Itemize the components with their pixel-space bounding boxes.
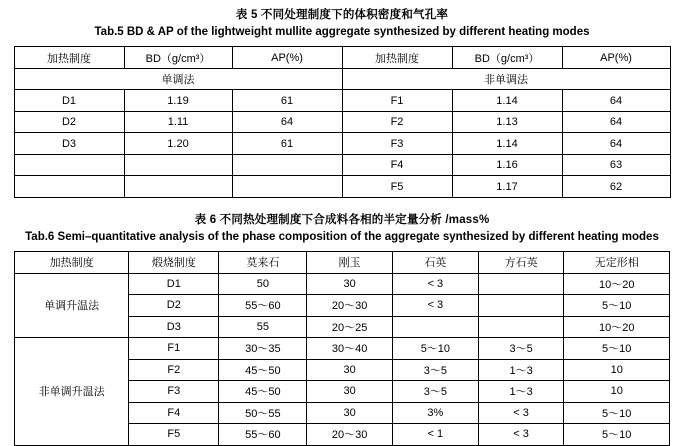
table6-cell: 30～40 [307,338,393,360]
table6-group-b: 非单调升温法 [15,338,129,446]
table5-cell: F1 [342,90,452,112]
table-row [15,338,670,360]
table6-caption-cn: 表 6 不同热处理制度下合成料各相的半定量分析 /mass% [194,213,490,226]
table-row [14,133,670,155]
table6-header-cell: 莫来石 [219,252,307,274]
table5-header-cell: BD（g/cm³） [124,47,232,69]
table5-header-cell: BD（g/cm³） [452,47,562,69]
table6-cell: 30～35 [219,338,307,360]
table6-group-a: 单调升温法 [15,273,129,338]
table6-cell: D1 [129,273,219,295]
table6-header-cell: 刚玉 [307,252,393,274]
table6-cell: 10 [564,381,670,403]
table6-cell: 50 [219,273,307,295]
table5-cell: 1.20 [124,133,232,155]
table5-cell: D2 [14,111,124,133]
table6-cell: 55～60 [219,295,307,317]
table5-cell: 64 [562,133,670,155]
table6-cell: 10～20 [564,273,670,295]
table6-header-cell: 无定形相 [564,252,670,274]
table5-group-left: 单调法 [14,68,342,90]
table5-cell: 61 [232,133,342,155]
table5-cell: 61 [232,90,342,112]
table6-cell: 3～5 [393,381,479,403]
table5-cell: 1.13 [452,111,562,133]
table5-cell: 1.19 [124,90,232,112]
table6-cell: 20～30 [307,295,393,317]
table6-cell: F4 [129,402,219,424]
table5-cell [232,154,342,176]
table5-cell: 1.14 [452,133,562,155]
table5-cell: 64 [232,111,342,133]
table6-cell: 10～20 [564,316,670,338]
table6-cell: 55～60 [219,424,307,446]
table5-header-cell: 加热制度 [14,47,124,69]
table5-cell: F5 [342,176,452,198]
table6-cell: 30 [307,273,393,295]
table6-cell: 5～10 [564,402,670,424]
table6-cell: 50～55 [219,402,307,424]
table5-cell [14,154,124,176]
table6-cell: 5～10 [564,338,670,360]
table5-caption-cn: 表 5 不同处理制度下的体积密度和气孔率 [235,9,449,21]
table6-cell: < 3 [478,424,564,446]
table6-cell: 5～10 [564,424,670,446]
table6-cell [478,295,564,317]
table6-cell: 20～30 [307,424,393,446]
table5-cell: F3 [342,133,452,155]
table6-cell: F5 [129,424,219,446]
table6-cell: 1～3 [478,381,564,403]
table-row [14,154,670,176]
table6-cell: 3% [393,402,479,424]
table6-cell [478,316,564,338]
table6-cell: D3 [129,316,219,338]
table6-cell: F3 [129,381,219,403]
table6-cell: 5～10 [393,338,479,360]
table5-group-right: 非单调法 [342,68,670,90]
table-row [14,90,670,112]
table6-cell [478,273,564,295]
table6 [14,251,670,446]
table5-cell [232,176,342,198]
table5-cell: 1.14 [452,90,562,112]
table6-header-row [15,252,670,274]
table6-cell: 10 [564,359,670,381]
table5-cell: 63 [562,154,670,176]
table6-cell: 3～5 [478,338,564,360]
table5-cell: 64 [562,90,670,112]
table6-header-cell: 石英 [393,252,479,274]
table6-cell: < 3 [393,295,479,317]
table5-cell: 1.11 [124,111,232,133]
table6-cell: 55 [219,316,307,338]
table6-cell: D2 [129,295,219,317]
table5-cell: 64 [562,111,670,133]
table6-header-cell: 煅烧制度 [129,252,219,274]
table5-cell: 1.17 [452,176,562,198]
table5-cell: F4 [342,154,452,176]
table6-header-cell: 加热制度 [15,252,129,274]
table5-cell: 1.16 [452,154,562,176]
table6-cell: 3～5 [393,359,479,381]
table6-cell: 30 [307,381,393,403]
table6-cell: < 1 [393,424,479,446]
table5-cell: D3 [14,133,124,155]
table5-cell: 62 [562,176,670,198]
table6-cell: 45～50 [219,359,307,381]
table5-caption-en: Tab.5 BD & AP of the lightweight mullite aggregate synthesized by different heating modes [94,25,590,38]
table6-caption-en: Tab.6 Semi–quantitative analysis of the phase composition of the aggregate synthesized by different heating modes [25,230,659,243]
table-row [14,176,670,198]
table6-cell: 20～25 [307,316,393,338]
table5-cell [14,176,124,198]
table6-cell: < 3 [393,273,479,295]
table6-cell: 45～50 [219,381,307,403]
table6-header-cell: 方石英 [478,252,564,274]
table5-header-cell: AP(%) [232,47,342,69]
table5-header-row [14,47,670,69]
table6-cell: F2 [129,359,219,381]
table6-block [0,198,684,446]
table5-group-row [14,68,670,90]
table5-header-cell: AP(%) [562,47,670,69]
table6-cell: < 3 [478,402,564,424]
table5-block [0,0,684,198]
table5-cell: F2 [342,111,452,133]
table6-cell: 30 [307,402,393,424]
table5 [14,46,671,198]
table5-header-cell: 加热制度 [342,47,452,69]
table6-cell [393,316,479,338]
table6-cell: 30 [307,359,393,381]
table6-cell: 5～10 [564,295,670,317]
table6-cell: F1 [129,338,219,360]
table6-cell: 1～3 [478,359,564,381]
table5-cell: D1 [14,90,124,112]
table-row [15,273,670,295]
table5-cell [124,154,232,176]
table-row [14,111,670,133]
table5-cell [124,176,232,198]
